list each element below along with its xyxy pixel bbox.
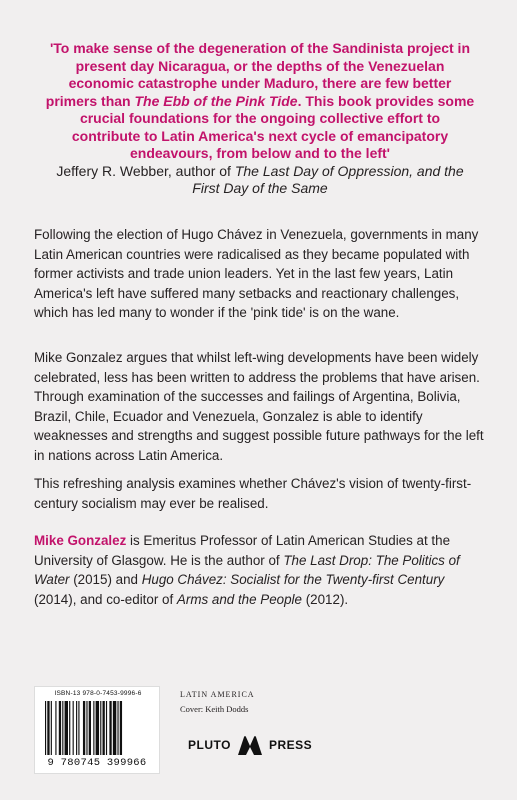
publisher-name-right: PRESS xyxy=(268,738,313,752)
quote-text xyxy=(44,40,476,163)
cover-credit: Cover: Keith Dodds xyxy=(180,704,249,714)
attribution-book-title: The Last Day of Oppression, and the First Day of the Same xyxy=(192,162,464,196)
author-book-3: Arms and the People xyxy=(176,591,302,607)
blurb-paragraph-2: Mike Gonzalez argues that whilst left-wing developments have been widely celebrated, less has been written to address the problems that have arisen. Through examination of the successes and failings of Argentina, Bolivia, Brazil, Chile, Ecuador and Venezuela, Gonzalez is able to identify weaknesses and strengths and suggest possible future pathways for the left in nations across Latin America. xyxy=(34,350,484,463)
quote-text-part1: 'To make sense of the degeneration of the Sandinista project in present day Nicaragua, or the depths of the Venezuelan economic catastrophe under Maduro, there are few better primers than xyxy=(45,40,471,109)
barcode-graphic xyxy=(43,701,155,755)
quote-text-part2: . This book provides some crucial foundations for the ongoing collective effort to contribute to Latin America's next cycle of emancipatory endeavours, from below and to the left' xyxy=(71,92,475,161)
publisher-name-left: PLUTO xyxy=(188,738,231,752)
author-bio-text-2: (2015) and xyxy=(69,572,142,587)
attribution-prefix: Jeffery R. Webber, author of xyxy=(56,162,235,179)
author-book-1: The Last Drop: The Politics of Water xyxy=(34,552,460,587)
category-label: LATIN AMERICA xyxy=(180,690,255,699)
endorsement-quote xyxy=(44,40,476,198)
author-bio xyxy=(34,531,484,609)
author-book-2: Hugo Chávez: Socialist for the Twenty-first Century xyxy=(141,572,445,587)
quote-book-title: The Ebb of the Pink Tide xyxy=(134,92,298,109)
author-bio-text-3: (2014), and co-editor of xyxy=(34,591,177,607)
author-bio-text-1: is Emeritus Professor of Latin American Studies at the University of Glasgow. He is the author of xyxy=(34,533,451,568)
pluto-logo-icon xyxy=(237,734,263,756)
blurb-paragraph-3: This refreshing analysis examines whether Chávez's vision of twenty-first-century socialism may ever be realised. xyxy=(34,476,472,511)
barcode-digits: 9 780745 399966 xyxy=(47,757,147,769)
publisher-logo xyxy=(188,733,312,757)
isbn-label: ISBN-13 978-0-7453-9996-6 xyxy=(54,690,142,697)
isbn-barcode xyxy=(34,686,160,774)
author-bio-text-4: (2012). xyxy=(301,591,349,607)
barcode-bars xyxy=(43,701,155,755)
author-name: Mike Gonzalez xyxy=(34,533,127,548)
blurb-paragraph-1: Following the election of Hugo Chávez in Venezuela, governments in many Latin American countries were radicalised as they became populated with former activists and trade union leaders. Yet in the last few years, Latin America's left have suffered many setbacks and reactionary challenges, which has led many to wonder if the 'pink tide' is on the wane. xyxy=(34,227,479,320)
quote-attribution xyxy=(44,163,476,198)
